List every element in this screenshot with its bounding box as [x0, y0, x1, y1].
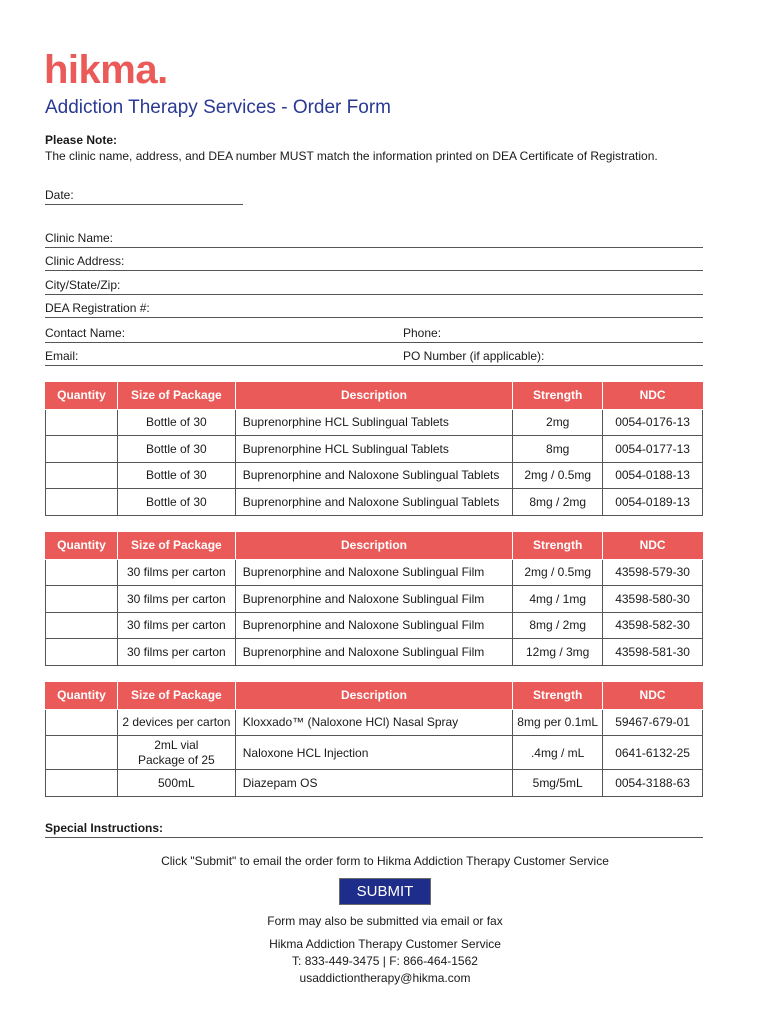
size-cell: 2 devices per carton: [117, 709, 235, 736]
ndc-cell: 59467-679-01: [603, 709, 703, 736]
clinic-address-label: Clinic Address:: [45, 254, 125, 268]
ndc-cell: 43598-581-30: [603, 639, 703, 666]
size-cell: Bottle of 30: [117, 409, 235, 436]
city-state-zip-label: City/State/Zip:: [45, 278, 121, 292]
city-state-zip-field[interactable]: [45, 278, 703, 295]
strength-cell: 2mg: [513, 409, 603, 436]
table-row: [46, 489, 703, 516]
ndc-cell: 0641-6132-25: [603, 736, 703, 770]
description-cell: Naloxone HCL Injection: [235, 736, 512, 770]
strength-cell: 4mg / 1mg: [513, 586, 603, 613]
table-row: [46, 559, 703, 586]
ndc-cell: 43598-582-30: [603, 612, 703, 639]
contact-phone-row: [45, 326, 703, 343]
strength-cell: 12mg / 3mg: [513, 639, 603, 666]
clinic-name-label: Clinic Name:: [45, 231, 114, 245]
contact-email: usaddictiontherapy@hikma.com: [299, 971, 471, 985]
quantity-input[interactable]: [46, 736, 118, 770]
strength-cell: 8mg / 2mg: [513, 489, 603, 516]
header-ndc: NDC: [603, 532, 703, 559]
header-description: Description: [235, 532, 512, 559]
quantity-input[interactable]: [46, 612, 118, 639]
size-cell: Bottle of 30: [117, 489, 235, 516]
header-ndc: NDC: [603, 382, 703, 409]
description-cell: Buprenorphine and Naloxone Sublingual Film: [235, 639, 512, 666]
clinic-name-field[interactable]: [45, 231, 703, 248]
header-description: Description: [235, 682, 512, 709]
size-cell: 30 films per carton: [117, 639, 235, 666]
header-strength: Strength: [513, 382, 603, 409]
table-row: [46, 612, 703, 639]
strength-cell: 8mg: [513, 436, 603, 463]
header-size: Size of Package: [117, 532, 235, 559]
submit-instruction: Click "Submit" to email the order form to Hikma Addiction Therapy Customer Service: [161, 854, 609, 868]
strength-cell: .4mg / mL: [513, 736, 603, 770]
quantity-input[interactable]: [46, 709, 118, 736]
strength-cell: 8mg per 0.1mL: [513, 709, 603, 736]
clinic-address-field[interactable]: [45, 254, 703, 271]
description-cell: Kloxxado™ (Naloxone HCl) Nasal Spray: [235, 709, 512, 736]
email-label: Email:: [45, 349, 79, 363]
note-heading: Please Note:: [45, 133, 118, 147]
quantity-input[interactable]: [46, 409, 118, 436]
description-cell: Buprenorphine and Naloxone Sublingual Film: [235, 586, 512, 613]
header-strength: Strength: [513, 532, 603, 559]
date-label: Date:: [45, 188, 74, 202]
other-products-table: [45, 682, 703, 797]
po-number-label: PO Number (if applicable):: [403, 349, 545, 363]
size-cell: 500mL: [117, 770, 235, 797]
table-row: [46, 770, 703, 797]
header-strength: Strength: [513, 682, 603, 709]
contact-name: Hikma Addiction Therapy Customer Service: [269, 937, 501, 951]
description-cell: Diazepam OS: [235, 770, 512, 797]
table-row: [46, 462, 703, 489]
header-size: Size of Package: [117, 682, 235, 709]
strength-cell: 2mg / 0.5mg: [513, 462, 603, 489]
phone-label: Phone:: [403, 326, 442, 340]
description-cell: Buprenorphine HCL Sublingual Tablets: [235, 436, 513, 463]
ndc-cell: 0054-0177-13: [603, 436, 703, 463]
ndc-cell: 0054-0188-13: [603, 462, 703, 489]
special-instructions-field[interactable]: [45, 821, 703, 838]
strength-cell: 8mg / 2mg: [513, 612, 603, 639]
ndc-cell: 43598-580-30: [603, 586, 703, 613]
header-quantity: Quantity: [46, 532, 118, 559]
size-cell: 2mL vial Package of 25: [117, 736, 235, 770]
email-po-row: [45, 349, 703, 366]
hikma-logo: hikma.: [44, 48, 168, 92]
size-cell: 30 films per carton: [117, 612, 235, 639]
ndc-cell: 43598-579-30: [603, 559, 703, 586]
quantity-input[interactable]: [46, 462, 118, 489]
dea-registration-field[interactable]: [45, 301, 703, 318]
description-cell: Buprenorphine and Naloxone Sublingual Film: [235, 559, 512, 586]
submit-button[interactable]: SUBMIT: [339, 878, 431, 905]
tablets-table: [45, 382, 703, 516]
quantity-input[interactable]: [46, 586, 118, 613]
quantity-input[interactable]: [46, 770, 118, 797]
table-row: [46, 586, 703, 613]
alt-submit-note: Form may also be submitted via email or fax: [267, 914, 503, 928]
size-cell: 30 films per carton: [117, 586, 235, 613]
header-ndc: NDC: [603, 682, 703, 709]
description-cell: Buprenorphine and Naloxone Sublingual Film: [235, 612, 512, 639]
special-instructions-label: Special Instructions:: [45, 821, 164, 835]
quantity-input[interactable]: [46, 489, 118, 516]
table-row: [46, 736, 703, 770]
quantity-input[interactable]: [46, 436, 118, 463]
films-table: [45, 532, 703, 666]
table-row: [46, 409, 703, 436]
header-description: Description: [235, 382, 513, 409]
description-cell: Buprenorphine HCL Sublingual Tablets: [235, 409, 513, 436]
header-quantity: Quantity: [46, 382, 118, 409]
contact-phone-fax: T: 833-449-3475 | F: 866-464-1562: [292, 954, 478, 968]
table-row: [46, 436, 703, 463]
dea-registration-label: DEA Registration #:: [45, 301, 150, 315]
header-quantity: Quantity: [46, 682, 118, 709]
ndc-cell: 0054-0176-13: [603, 409, 703, 436]
strength-cell: 5mg/5mL: [513, 770, 603, 797]
note-body: The clinic name, address, and DEA number MUST match the information printed on DEA Certificate of Registration.: [45, 149, 658, 163]
date-field[interactable]: [45, 188, 243, 205]
quantity-input[interactable]: [46, 559, 118, 586]
quantity-input[interactable]: [46, 639, 118, 666]
ndc-cell: 0054-0189-13: [603, 489, 703, 516]
description-cell: Buprenorphine and Naloxone Sublingual Tablets: [235, 462, 513, 489]
table-row: [46, 709, 703, 736]
size-cell: Bottle of 30: [117, 462, 235, 489]
size-cell: Bottle of 30: [117, 436, 235, 463]
description-cell: Buprenorphine and Naloxone Sublingual Tablets: [235, 489, 513, 516]
contact-name-label: Contact Name:: [45, 326, 126, 340]
header-size: Size of Package: [117, 382, 235, 409]
ndc-cell: 0054-3188-63: [603, 770, 703, 797]
page-title: Addiction Therapy Services - Order Form: [45, 97, 391, 118]
strength-cell: 2mg / 0.5mg: [513, 559, 603, 586]
table-row: [46, 639, 703, 666]
size-cell: 30 films per carton: [117, 559, 235, 586]
